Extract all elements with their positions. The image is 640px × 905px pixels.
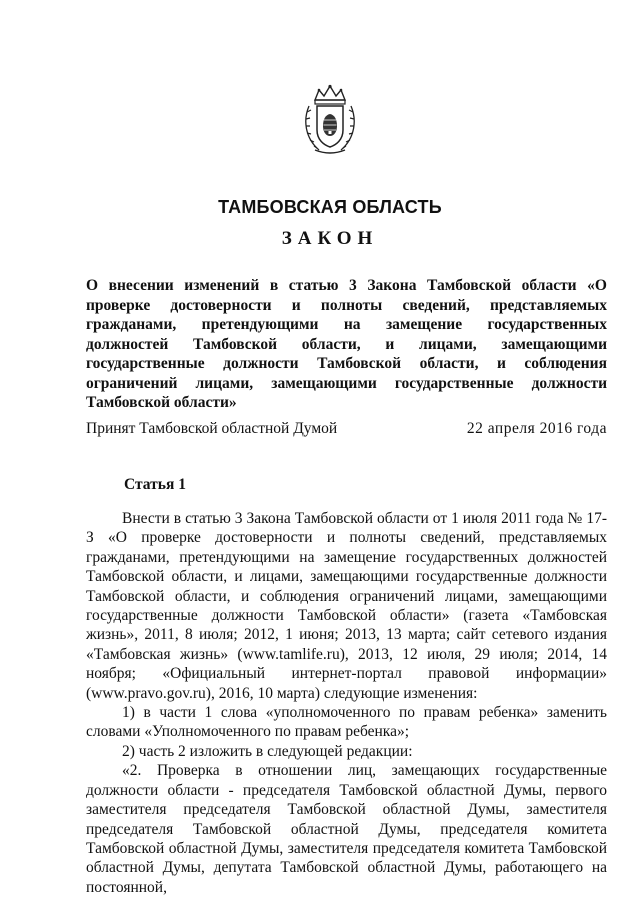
article-paragraph: Внести в статью 3 Закона Тамбовской области от 1 июля 2011 года № 17-З «О проверке достоверности и полноты сведений, представляемых гражданами, претендующими на замещение государственных должностей Тамбовской области, и лицами, замещающими государственные должности Тамбовской области, и соблюдения ограничений лицами, замещающими государственные должности Тамбовской области» (газета «Тамбовская жизнь», 2011, 8 июля; 2012, 1 июня; 2013, 13 марта; сайт сетевого издания «Тамбовская жизнь» (www.tamlife.ru), 2013, 12 июля, 29 июля; 2014, 14 ноября; «Официальный интернет-портал правовой информации» (www.pravo.gov.ru), 2016, 10 марта) следующие изменения:: [86, 510, 607, 702]
adoption-date: 22 апреля 2016 года: [466, 420, 607, 437]
adoption-line: [86, 420, 607, 438]
document-type: ЗАКОН: [281, 228, 379, 249]
region-name: ТАМБОВСКАЯ ОБЛАСТЬ: [218, 197, 442, 217]
adopted-by: Принят Тамбовской областной Думой: [86, 420, 338, 437]
coat-of-arms-icon: [301, 84, 359, 156]
article-paragraph: 1) в части 1 слова «уполномоченного по правам ребенка» заменить словами «Уполномоченного по правам ребенка»;: [86, 704, 607, 741]
law-title: О внесении изменений в статью 3 Закона Тамбовской области «О проверке достоверности и полноты сведений, представляемых гражданами, претендующими на замещение государственных должностей Тамбовской области, и лицами, замещающими государственные должности Тамбовской области, и соблюдения ограничений лицами, замещающими государственные должности Тамбовской области»: [86, 277, 607, 411]
article-heading: Статья 1: [124, 476, 186, 493]
article-body: [86, 509, 607, 897]
article-paragraph: «2. Проверка в отношении лиц, замещающих государственные должности области - председателя Тамбовской областной Думы, первого заместителя председателя Тамбовской областной Думы, заместителя председателя Тамбовской областной Думы, председателя комитета Тамбовской областной Думы, заместителя председателя комитета Тамбовской областной Думы, депутата Тамбовской областной Думы, работающего на постоянной,: [86, 762, 607, 896]
article-paragraph: 2) часть 2 изложить в следующей редакции:: [122, 742, 413, 760]
